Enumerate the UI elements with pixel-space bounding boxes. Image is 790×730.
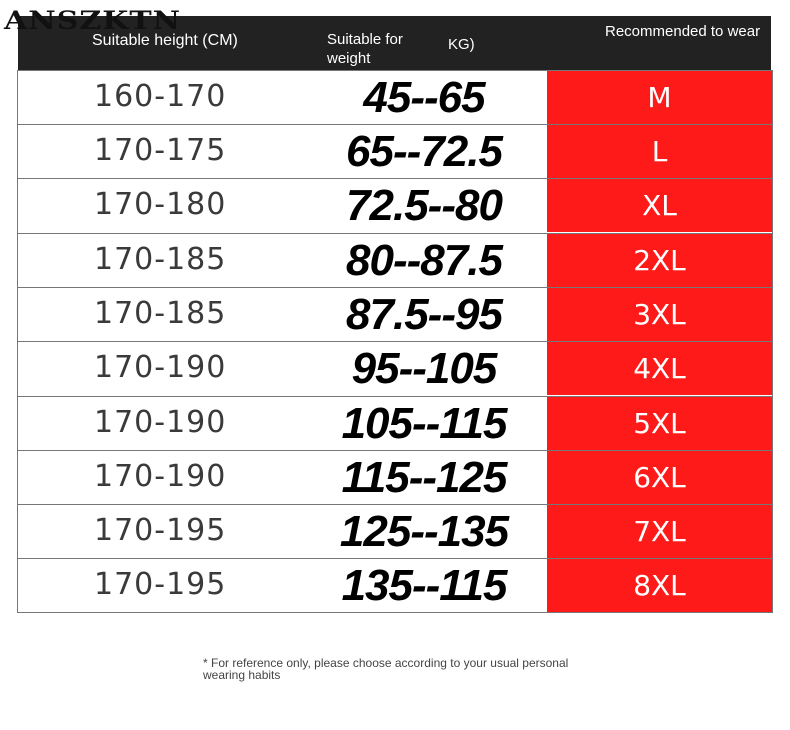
- size-table: [17, 70, 773, 613]
- size-cell: 8XL: [547, 559, 772, 612]
- header-height: Suitable height (CM): [92, 32, 238, 49]
- height-cell: 170-180: [94, 187, 227, 222]
- height-cell: 170-190: [94, 459, 227, 494]
- size-cell: 6XL: [547, 451, 772, 504]
- size-cell: 7XL: [547, 505, 772, 558]
- reference-note: * For reference only, please choose according to your usual personal wearing habits: [203, 656, 569, 682]
- table-row: [18, 124, 772, 178]
- weight-cell: 115--125: [341, 453, 507, 502]
- weight-cell: 125--135: [339, 507, 509, 556]
- height-cell: 170-185: [94, 242, 227, 277]
- table-row: [18, 450, 772, 504]
- table-row: [18, 558, 772, 612]
- table-row: [18, 70, 772, 124]
- size-cell: M: [547, 71, 772, 124]
- height-cell: 160-170: [94, 79, 227, 114]
- table-row: [18, 233, 772, 287]
- table-row: [18, 287, 772, 341]
- brand-logo: ANSZKTN: [4, 6, 182, 36]
- height-cell: 170-190: [94, 350, 227, 385]
- size-cell: 3XL: [547, 288, 772, 341]
- weight-cell: 95--105: [351, 344, 497, 393]
- table-row: [18, 504, 772, 558]
- header-weight: Suitable for weight: [327, 31, 403, 67]
- height-cell: 170-195: [94, 567, 227, 602]
- header-recommended: Recommended to wear: [605, 23, 761, 40]
- table-row: [18, 341, 772, 395]
- size-cell: 4XL: [547, 342, 772, 395]
- size-cell: 2XL: [547, 234, 772, 287]
- size-cell: XL: [547, 179, 772, 232]
- weight-cell: 80--87.5: [346, 236, 502, 285]
- size-cell: L: [547, 125, 772, 178]
- header-weight-unit: KG): [448, 36, 475, 53]
- height-cell: 170-175: [94, 133, 227, 168]
- weight-cell: 65--72.5: [346, 127, 502, 176]
- weight-cell: 135--115: [341, 561, 507, 610]
- height-cell: 170-185: [94, 296, 227, 331]
- table-row: [18, 396, 772, 450]
- table-row: [18, 178, 772, 232]
- weight-cell: 72.5--80: [346, 181, 502, 230]
- height-cell: 170-190: [94, 405, 227, 440]
- weight-cell: 105--115: [341, 399, 507, 448]
- height-cell: 170-195: [94, 513, 227, 548]
- weight-cell: 87.5--95: [346, 290, 502, 339]
- weight-cell: 45--65: [363, 73, 485, 122]
- size-cell: 5XL: [547, 397, 772, 450]
